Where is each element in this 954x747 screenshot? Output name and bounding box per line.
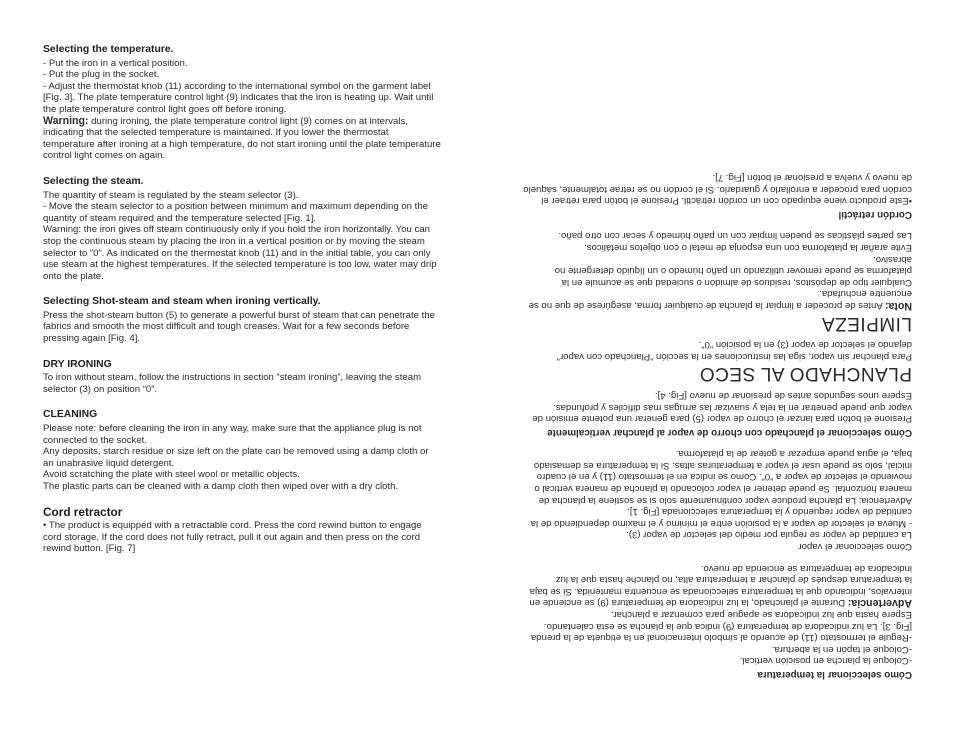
temperature-line-2: - Put the plug in the socket. bbox=[43, 69, 160, 81]
cord-retractor-line-1: • The product is equipped with a retractable cord. Press the cord rewind button to engage cord storage. If the cord does not fully retract, pull it out again and then press on the cord rewind button. [Fig. 7] bbox=[43, 520, 422, 555]
dry-ironing-line-1: To iron without steam, follow the instructions in section “steam ironing”, leaving the steam selector (3) on position “0”. bbox=[43, 372, 422, 395]
advertencia-text: Durante el planchado, la luz indicadora de temperatura (9) se enciende en intervalos, indicando que la temperatura seleccionada se encuentra mantenida. Si se baja la temperatura después de planchar a temperatura alta, no planche hasta que la luz indicadora de temperatura se encienda de nuevo. bbox=[529, 562, 912, 609]
cleaning-heading: CLEANING bbox=[43, 409, 98, 421]
section-cleaning bbox=[43, 409, 441, 492]
steam-heading: Selecting the steam. bbox=[43, 175, 144, 187]
limpieza-nota bbox=[522, 288, 912, 311]
vapor-line-1: La cantidad de vapor se regula por medio del selector de vapor (3). bbox=[626, 529, 912, 541]
temperature-heading: Selecting the temperature. bbox=[43, 44, 174, 55]
nota-text: Antes de proceder a limpiar la plancha de cualquier forma, asegúrese de que no se encuentre enchufada. bbox=[528, 288, 912, 311]
temperatura-line-1: -Coloque la plancha en posición vertical. bbox=[739, 655, 912, 667]
seccion-cordon bbox=[522, 171, 912, 219]
cordon-line-1: •Este producto viene equipado con un cordón retráctil. Presione el botón para retraer el cordón para proceder a enrollarlo y guardarlo. Si el cordón no se retrae totalmente, sáquelo de nuevo y vuelva a presionar el botón [Fig. 7]. bbox=[523, 172, 912, 207]
warning-text: during ironing, the plate temperature control light (9) comes on at intervals, indicating that the selected temperature is maintained. If you lower the thermostat temperature after ironing at a high temperature, do not start ironing until the plate temperature control light comes on again. bbox=[43, 115, 441, 162]
section-cord-retractor bbox=[43, 504, 441, 555]
chorro-line-1: Presione el botón para lanzar el chorro de vapor (5) para generar una potente emisión de vapor que puede penetrar en la tela y suavizar las arrugas más difíciles y profundas. Espere unos segundos antes de presionar de nuevo [Fig. 4]. bbox=[532, 389, 912, 425]
seccion-vapor bbox=[522, 448, 912, 552]
cleaning-line-3: Avoid scratching the plate with steel wool or metallic objects. bbox=[43, 469, 300, 481]
section-shot-steam bbox=[43, 296, 441, 344]
chorro-heading: Cómo seleccionar el planchado con chorro de vapor al planchar verticalmente bbox=[547, 426, 912, 438]
seco-line-1: Para planchar sin vapor, siga las instrucciones en la sección “Planchado con vapor” dejando el selector de vapor (3) en la posición “0”. bbox=[556, 339, 912, 362]
vapor-line-3: Advertencia: La plancha produce vapor continuamente solo si se sostiene la plancha de manera horizontal. Se puede detener el vapor colocando la plancha de manera vertical o moviendo el selector de vapor a “0”. Como se indica en el termostato (11) y en el cuadro inicial, solo se puede usar el vapor a temperaturas altas. Si la temperatura es demasiado baja, el agua puede empezar a gotear de la plataforma. bbox=[533, 448, 912, 506]
seccion-seco bbox=[522, 339, 912, 385]
vapor-line-2: - Mueva el selector de vapor a la posición entre el mínimo y el máximo dependiendo de la cantidad de vapor requerido y la temperatura seleccionada [Fig. 1]. bbox=[530, 506, 912, 529]
steam-line-3: Warning: the iron gives off steam continuously only if you hold the iron horizontally. You can stop the continuous steam by placing the iron in a vertical position or by moving the steam selector to “0”. As indicated on the thermostat knob (11) and in the initial table, you can only use steam at the highest temperatures. If the selected temperature is too low, water may drip onto the plate. bbox=[43, 224, 437, 282]
spanish-column-upside-down bbox=[522, 161, 912, 680]
cleaning-line-1: Please note: before cleaning the iron in any way, make sure that the appliance plug is not connected to the socket. bbox=[43, 423, 422, 446]
dry-ironing-heading: DRY IRONING bbox=[43, 358, 112, 370]
seccion-limpieza bbox=[522, 230, 912, 334]
limpieza-line-1: Cualquier tipo de depósitos, residuos de almidón o suciedad que se acumule en la plataforma se puede remover utilizando un paño húmedo o un líquido detergente no abrasivo. bbox=[554, 253, 912, 288]
temperature-warning bbox=[43, 116, 441, 162]
section-temperature bbox=[43, 44, 441, 162]
section-dry-ironing bbox=[43, 359, 441, 396]
seccion-chorro bbox=[522, 389, 912, 437]
limpieza-heading: LIMPIEZA bbox=[821, 312, 912, 334]
limpieza-line-2: Evite arañar la plataforma con una esponja de metal o con objetos metálicos. bbox=[584, 242, 912, 253]
seco-heading: PLANCHADO AL SECO bbox=[699, 363, 912, 385]
temperatura-line-2: -Coloque el tapón en la abertura. bbox=[771, 643, 912, 655]
shot-steam-line-1: Press the shot-steam button (5) to generate a powerful burst of steam that can penetrate the fabrics and smooth the most difficult and tough creases. Wait for a few seconds before pressing again [Fig. 4]. bbox=[43, 309, 435, 345]
english-column bbox=[43, 44, 441, 569]
advertencia-label: Advertencia: bbox=[847, 597, 912, 610]
cleaning-line-2: Any deposits, starch residue or size left on the plate can be removed using a damp cloth or an unabrasive liquid detergent. bbox=[43, 446, 429, 469]
shot-steam-heading: Selecting Shot-steam and steam when ironing vertically. bbox=[43, 296, 321, 308]
vapor-heading: Cómo seleccionar el vapor bbox=[798, 541, 912, 553]
warning-label: Warning: bbox=[43, 114, 89, 127]
limpieza-line-3: Las partes plásticas se pueden limpiar con un paño húmedo y secar con otro paño. bbox=[558, 230, 912, 242]
temperature-line-3: - Adjust the thermostat knob (11) according to the international symbol on the garment label [Fig. 3]. The plate temperature control light (9) indicates that the iron is heating up. Wait until the plate temperature control light goes off before ironing. bbox=[43, 80, 434, 115]
nota-label: Nota: bbox=[884, 299, 912, 312]
temperatura-heading: Cómo seleccionar la temperatura bbox=[757, 669, 912, 680]
temperatura-advertencia bbox=[522, 562, 912, 608]
temperature-line-1: - Put the iron in a vertical position. bbox=[43, 57, 188, 69]
steam-line-2: - Move the steam selector to a position between minimum and maximum depending on the quantity of steam required and the temperature selected [Fig. 1]. bbox=[43, 201, 429, 224]
temperatura-line-3: -Regule el termostato (11) de acuerdo al símbolo internacional en la etiqueta de la prenda [Fig. 3]. La luz indicadora de temperatura (9) indica que la plancha se está calentando. Espere hasta que luz indicadora se apague para comenzar a planchar. bbox=[530, 609, 912, 644]
cordon-heading: Cordón retráctil bbox=[838, 208, 912, 220]
cord-retractor-heading: Cord retractor bbox=[43, 504, 123, 519]
seccion-temperatura bbox=[522, 562, 912, 680]
steam-line-1: The quantity of steam is regulated by the steam selector (3). bbox=[43, 189, 299, 201]
cleaning-line-4: The plastic parts can be cleaned with a damp cloth then wiped over with a dry cloth. bbox=[43, 481, 399, 492]
section-steam bbox=[43, 176, 441, 282]
